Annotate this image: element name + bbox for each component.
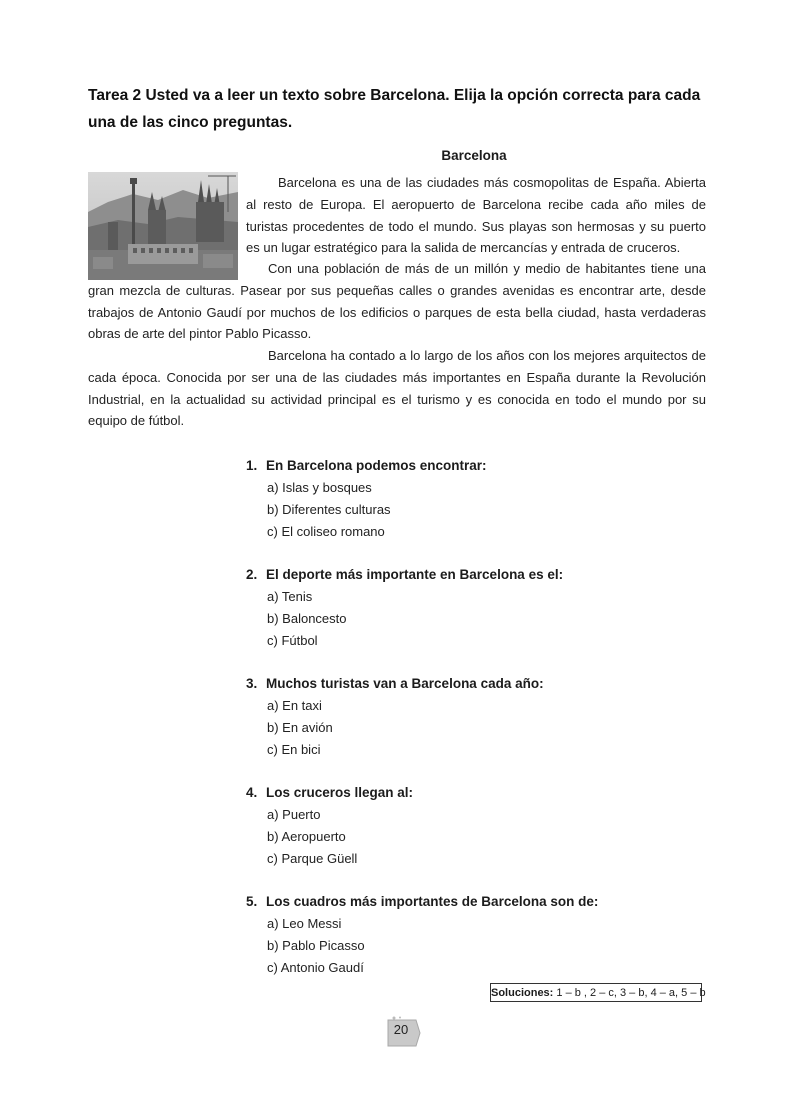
- question-option[interactable]: b) Baloncesto: [267, 610, 347, 626]
- question-2: [246, 564, 706, 651]
- question-option[interactable]: b) Pablo Picasso: [267, 937, 365, 953]
- question-text: Los cruceros llegan al:: [266, 785, 414, 800]
- question-3: [246, 673, 706, 760]
- reading-paragraph-1: [246, 172, 706, 259]
- solutions-label: Soluciones:: [491, 987, 554, 999]
- question-option[interactable]: a) Tenis: [267, 589, 313, 604]
- reading-paragraph-2-text: Con una población de más de un millón y medio de habitantes tiene una gran mezcla de culturas. Pasear por sus pequeñas calles o grandes avenidas es encontrar arte, desde trabajos de Antonio Gaudí por muchos de los edificios o parques de esta bella ciudad, hasta verdaderas obras de arte del pintor Pablo Picasso.: [88, 261, 706, 342]
- question-text: Muchos turistas van a Barcelona cada año:: [266, 676, 544, 691]
- question-number: 2.: [246, 567, 258, 582]
- question-option[interactable]: c) Parque Güell: [267, 850, 358, 866]
- question-text: En Barcelona podemos encontrar:: [266, 458, 487, 473]
- question-text: El deporte más importante en Barcelona es el:: [266, 567, 564, 582]
- reading-paragraph-1-text: Barcelona es una de las ciudades más cosmopolitas de España. Abierta al resto de Europa. El aeropuerto de Barcelona recibe cada año miles de turistas procedentes de todo el mundo. Sus playas son hermosas y su puerto es un lugar estratégico para la salida de mercancías y entrada de cruceros.: [246, 175, 706, 256]
- solutions-box: [490, 983, 706, 1002]
- question-option[interactable]: a) Islas y bosques: [267, 480, 372, 495]
- question-4: [246, 782, 706, 869]
- question-number: 5.: [246, 894, 258, 909]
- question-number: 4.: [246, 785, 258, 800]
- question-option[interactable]: c) En bici: [267, 741, 321, 757]
- question-option[interactable]: c) El coliseo romano: [267, 523, 385, 539]
- task-instructions: Tarea 2 Usted va a leer un texto sobre Barcelona. Elija la opción correcta para cada una de las cinco preguntas.: [88, 87, 701, 131]
- question-option[interactable]: c) Antonio Gaudí: [267, 959, 364, 975]
- question-number: 3.: [246, 676, 258, 691]
- question-number: 1.: [246, 458, 258, 473]
- page-number: 20: [393, 1022, 409, 1037]
- question-option[interactable]: a) Leo Messi: [267, 916, 342, 931]
- question-option[interactable]: a) En taxi: [267, 698, 322, 713]
- question-option[interactable]: b) Aeropuerto: [267, 828, 346, 844]
- question-5: [246, 891, 706, 978]
- reading-title: Barcelona: [441, 148, 507, 163]
- reading-paragraph-3-text: Barcelona ha contado a lo largo de los años con los mejores arquitectos de cada época. Conocida por ser una de las ciudades más importantes en España durante la Revolución Industrial, en la actualidad su actividad principal es el turismo y es conocida en todo el mundo por su equipo de fútbol.: [88, 348, 706, 429]
- question-text: Los cuadros más importantes de Barcelona son de:: [266, 894, 599, 909]
- reading-paragraph-2: [88, 258, 706, 345]
- reading-paragraph-3: [88, 345, 706, 432]
- question-1: [246, 455, 706, 542]
- question-option[interactable]: b) Diferentes culturas: [267, 501, 391, 517]
- question-option[interactable]: a) Puerto: [267, 807, 321, 822]
- solutions-text: 1 – b , 2 – c, 3 – b, 4 – a, 5 – b: [553, 987, 706, 999]
- question-option[interactable]: c) Fútbol: [267, 632, 318, 648]
- question-option[interactable]: b) En avión: [267, 719, 333, 735]
